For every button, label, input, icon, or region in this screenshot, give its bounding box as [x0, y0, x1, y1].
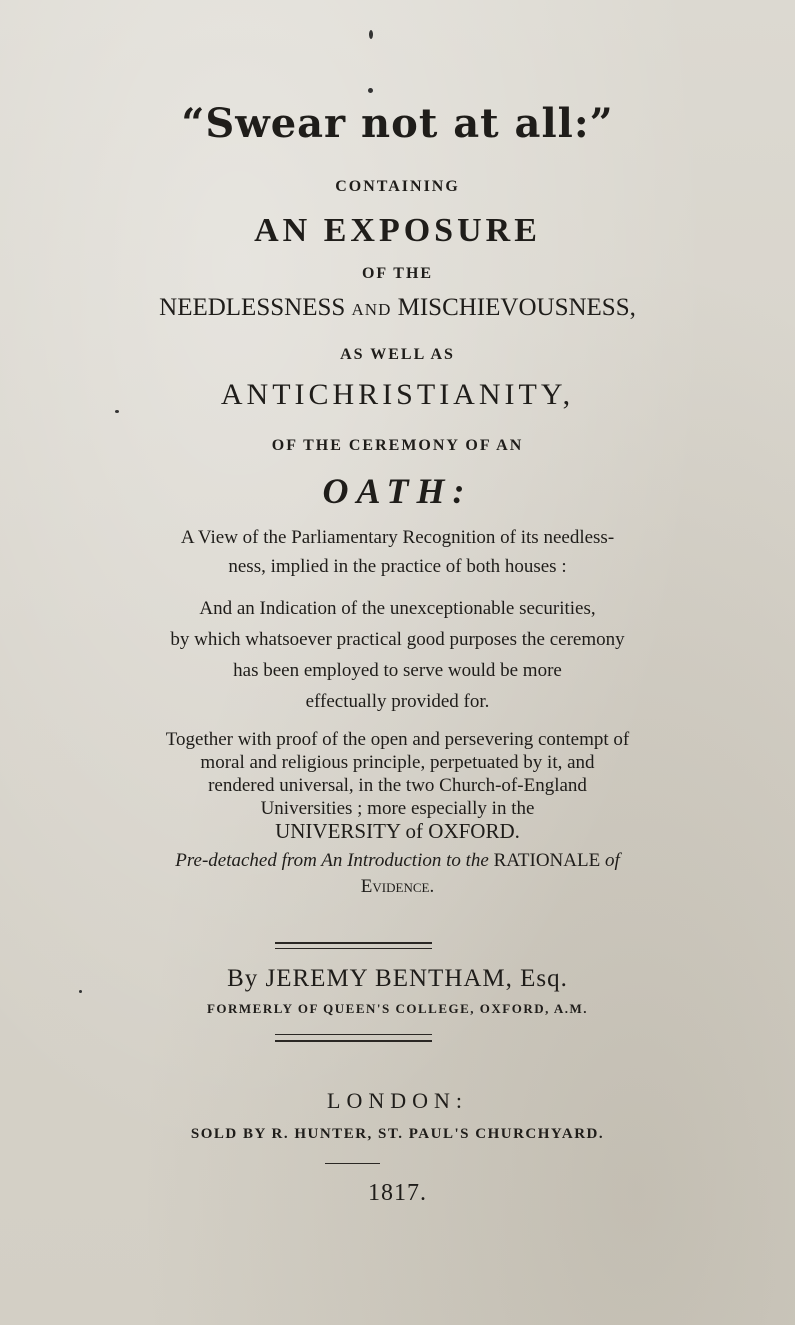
of-word: of	[604, 850, 620, 871]
needlessness-word: NEEDLESSNESS	[159, 294, 346, 321]
indication-paragraph	[60, 593, 735, 717]
double-rule-top	[275, 942, 432, 944]
ink-speck	[369, 30, 373, 39]
author-line: By JEREMY BENTHAM, Esq.	[227, 965, 568, 992]
indication-line-4: effectually provided for.	[305, 691, 490, 712]
predetached-italic: Pre-detached from An Introduction to the	[175, 850, 489, 871]
ceremony-line: OF THE CEREMONY OF AN	[271, 437, 524, 454]
as-well-as-line: AS WELL AS	[340, 346, 455, 363]
view-line-2: ness, implied in the practice of both houses :	[228, 556, 567, 577]
mischievousness-word: MISCHIEVOUSNESS,	[397, 294, 636, 321]
author-credentials: FORMERLY OF QUEEN'S COLLEGE, OXFORD, A.M.	[206, 1001, 589, 1016]
antichristianity-line: ANTICHRISTIANITY,	[220, 378, 575, 411]
double-rule-top	[275, 948, 432, 949]
of-the-line: OF THE	[361, 265, 434, 282]
indication-line-2: by which whatsoever practical good purposes the ceremony	[170, 629, 625, 650]
publisher-line: SOLD BY R. HUNTER, ST. PAUL'S CHURCHYARD.	[190, 1126, 605, 1142]
motto: “Swear not at all:”	[181, 100, 614, 147]
double-rule-bottom	[275, 1034, 432, 1035]
publication-year: 1817.	[368, 1180, 427, 1206]
together-line-5: UNIVERSITY of OXFORD.	[275, 819, 520, 843]
together-line-2: moral and religious principle, perpetuated by it, and	[200, 752, 595, 773]
oath-line: OATH:	[322, 471, 473, 511]
headline: AN EXPOSURE	[254, 212, 541, 249]
evidence-word: Evidence.	[360, 876, 435, 897]
together-line-4: Universities ; more especially in the	[260, 798, 535, 819]
containing-line: CONTAINING	[335, 178, 460, 195]
short-rule	[325, 1163, 380, 1164]
needlessness-line	[0, 294, 795, 322]
indication-line-3: has been employed to serve would be more	[233, 660, 562, 681]
indication-line-1: And an Indication of the unexceptionable securities,	[199, 598, 596, 619]
together-line-1: Together with proof of the open and persevering contempt of	[165, 729, 630, 750]
together-line-3: rendered universal, in the two Church-of-England	[208, 775, 587, 796]
together-paragraph	[60, 728, 735, 843]
predetached-line	[80, 848, 715, 874]
place-of-publication: LONDON:	[327, 1088, 468, 1113]
view-line-1: A View of the Parliamentary Recognition of its needless-	[180, 527, 615, 548]
rationale-word: RATIONALE	[493, 850, 601, 871]
and-word: AND	[351, 300, 392, 319]
view-paragraph	[60, 522, 735, 582]
ink-speck	[368, 88, 373, 93]
double-rule-bottom	[275, 1040, 432, 1042]
predetached-paragraph	[80, 848, 715, 900]
